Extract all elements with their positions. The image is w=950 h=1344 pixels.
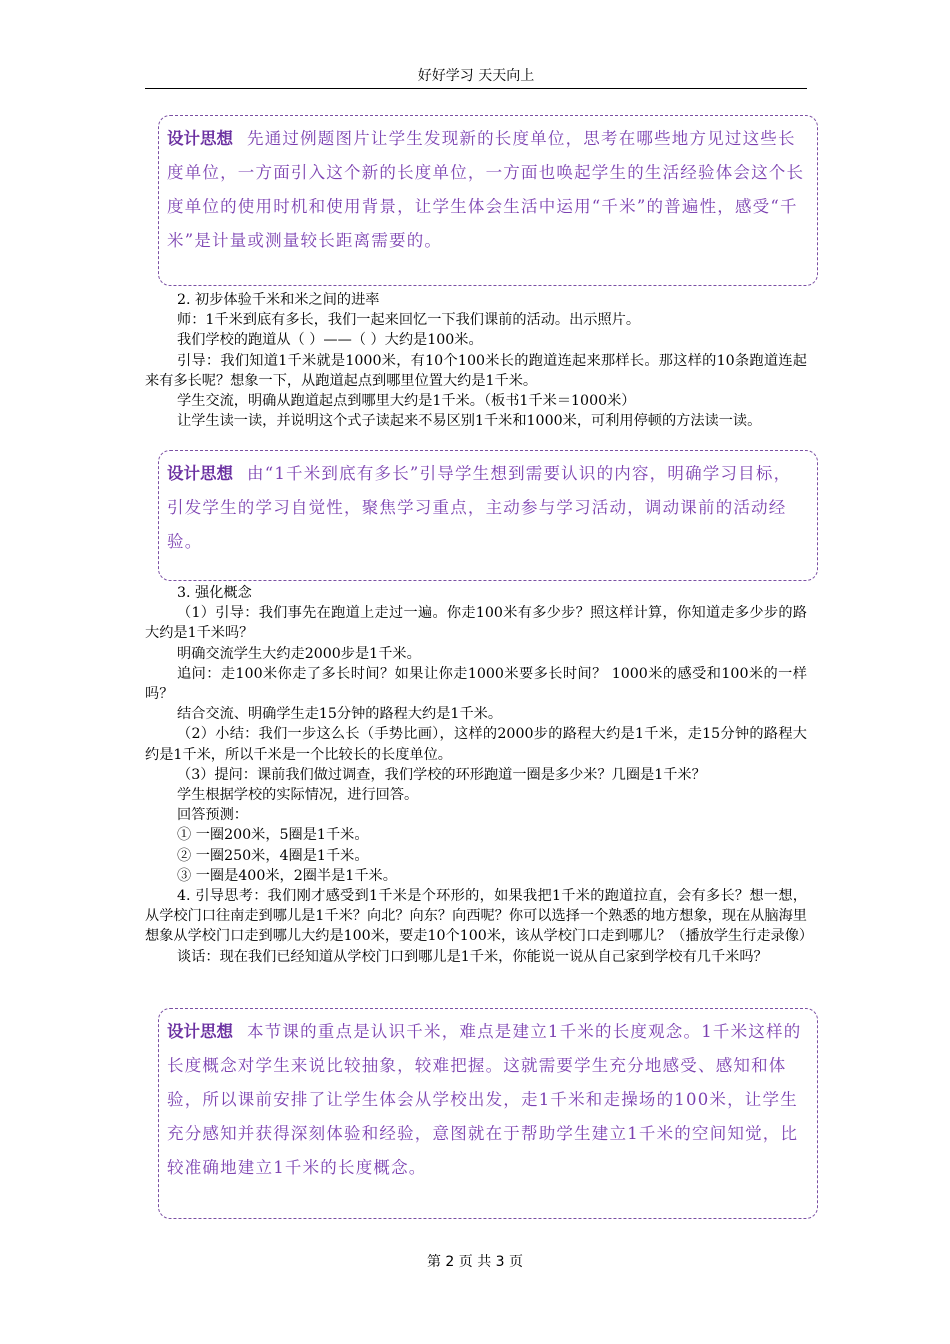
paragraph: 学生交流，明确从跑道起点到哪里大约是1千米。（板书1千米＝1000米） (177, 393, 636, 410)
paragraph: （1）引导：我们事先在跑道上走过一遍。你走100米有多少步？照这样计算，你知道走多少步的路大约是1千米吗？ (145, 605, 807, 642)
paragraph: 我们学校的跑道从（ ）——（ ）大约是100米。 (177, 332, 483, 349)
paragraph: 追问：走100米你走了多长时间？如果让你走1000米要多长时间？ 1000米的感受和100米的一样吗？ (145, 665, 807, 703)
design-thinking-label: 设计思想 (167, 129, 233, 148)
section-2-body (145, 290, 807, 431)
paragraph: 引导：我们知道1千米就是1000米，有10个100米长的跑道连起来那样长。那这样的10条跑道连起来有多长呢？想象一下，从跑道起点到哪里位置大约是1千米。 (145, 352, 807, 389)
list-item: ① 一圈200米，5圈是1千米。 (177, 827, 369, 844)
paragraph: 回答预测： (177, 807, 248, 824)
design-thinking-box-3 (158, 1008, 818, 1219)
paragraph: 明确交流学生大约走2000步是1千米。 (177, 645, 421, 662)
paragraph: （2）小结：我们一步这么长（手势比画），这样的2000步的路程大约是1千米，走15分钟的路程大约是1千米，所以千米是一个比较长的长度单位。 (145, 726, 807, 763)
design-thinking-box-2 (158, 450, 818, 581)
page-header: 好好学习 天天向上 (417, 68, 535, 84)
paragraph: （3）提问：课前我们做过调查，我们学校的环形跑道一圈是多少米？几圈是1千米？ (177, 766, 706, 783)
paragraph: 4. 引导思考：我们刚才感受到1千米是个环形的，如果我把1千米的跑道拉直，会有多长？想一想，从学校门口往南走到哪儿是1千米？向北？向东？向西呢？你可以选择一个熟悉的地方想象，现在从脑海里想象从学校门口走到哪儿大约是100米，要走10个100米，该从学校门口走到哪儿？（播放学生行走录像） (145, 888, 814, 945)
paragraph: 师：1千米到底有多长，我们一起来回忆一下我们课前的活动。出示照片。 (177, 312, 641, 329)
paragraph: 学生根据学校的实际情况，进行回答。 (177, 787, 419, 804)
paragraph: 让学生读一读，并说明这个式子读起来不易区别1千米和1000米，可利用停顿的方法读一读。 (177, 413, 762, 430)
section-3-body (145, 583, 814, 967)
paragraph: 谈话：现在我们已经知道从学校门口到哪儿是1千米，你能说一说从自己家到学校有几千米吗？ (177, 948, 768, 965)
section-heading: 3. 强化概念 (177, 585, 252, 601)
header-divider (145, 88, 807, 89)
section-heading: 2. 初步体验千米和米之间的进率 (177, 292, 380, 308)
list-item: ② 一圈250米，4圈是1千米。 (177, 847, 369, 864)
page-number: 第 2 页 共 3 页 (426, 1254, 524, 1270)
paragraph: 结合交流、明确学生走15分钟的路程大约是1千米。 (177, 706, 503, 723)
design-thinking-text: 由“1千米到底有多长”引导学生想到需要认识的内容，明确学习目标，引发学生的学习自觉性，聚焦学习重点，主动参与学习活动，调动课前的活动经验。 (167, 464, 792, 551)
design-thinking-text: 本节课的重点是认识千米，难点是建立1千米的长度观念。1千米这样的长度概念对学生来说比较抽象，较难把握。这就需要学生充分地感受、感知和体验，所以课前安排了让学生体会从学校出发，走1千米和走操场的100米，让学生充分感知并获得深刻体验和经验，意图就在于帮助学生建立1千米的空间知觉，比较准确地建立1千米的长度概念。 (167, 1022, 802, 1177)
list-item: ③ 一圈是400米，2圈半是1千米。 (177, 867, 397, 884)
design-thinking-box-1 (158, 115, 818, 286)
design-thinking-label: 设计思想 (167, 1022, 233, 1041)
design-thinking-label: 设计思想 (167, 464, 233, 483)
design-thinking-text: 先通过例题图片让学生发现新的长度单位，思考在哪些地方见过这些长度单位，一方面引入这个新的长度单位，一方面也唤起学生的生活经验体会这个长度单位的使用时机和使用背景，让学生体会生活中运用“千米”的普遍性，感受“千米”是计量或测量较长距离需要的。 (167, 129, 805, 250)
